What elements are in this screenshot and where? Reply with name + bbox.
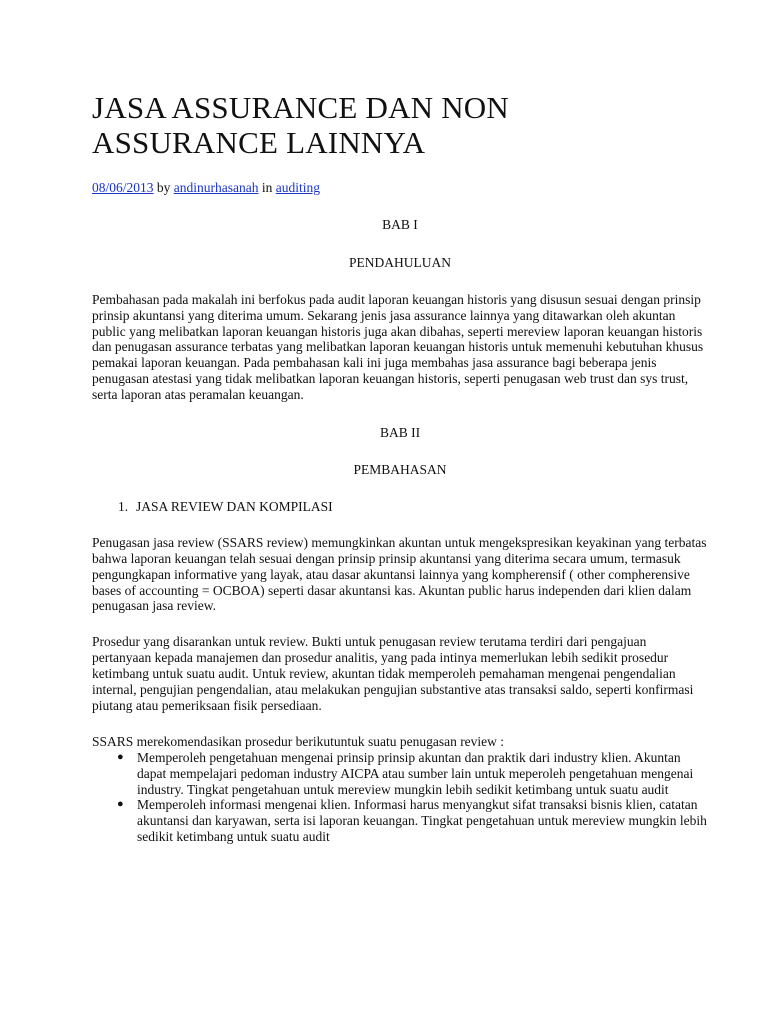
meta-by-text: by (153, 180, 174, 195)
bab2-heading: BAB II (379, 425, 421, 441)
section-1-number: 1. (118, 498, 129, 514)
category-link[interactable]: auditing (275, 180, 320, 195)
meta-in-text: in (258, 180, 276, 195)
document-title (92, 90, 708, 160)
intro-paragraph: Pembahasan pada makalah ini berfokus pada audit laporan keuangan historis yang disusun sesuai dengan prinsip prinsip akuntansi yang diterima umum. Sekarang jenis jasa assurance lainnya yang ditawarkan oleh akuntan public yang melibatkan laporan keuangan historis juga akan dibahas, seperti mereview laporan keuangan historis dan penugasan assurance terbatas yang melibatkan laporan keuangan historis untuk memenuhi kebutuhan khusus pemakai laporan keuangan. Pada pembahasan kali ini juga membahas jasa assurance bagi beberapa jenis penugasan atestasi yang tidak melibatkan laporan keuangan historis, seperti penugasan web trust dan sys trust, serta laporan atas peramalan keuangan. (92, 291, 704, 403)
title-line-2: ASSURANCE LAINNYA (92, 125, 426, 160)
list-item (117, 750, 708, 798)
bab1-subheading: PENDAHULUAN (349, 254, 451, 270)
ssars-paragraph: SSARS merekomendasikan prosedur berikutuntuk suatu penugasan review : (92, 733, 505, 749)
section-1-heading (92, 499, 708, 515)
post-date-link[interactable]: 08/06/2013 (92, 180, 154, 195)
bullet-icon: ● (117, 750, 124, 763)
section-1-label: JASA REVIEW DAN KOMPILASI (136, 498, 333, 514)
bab1-heading: BAB I (382, 216, 418, 232)
bab2-subheading: PEMBAHASAN (353, 461, 447, 477)
list-item-text: Memperoleh informasi mengenai klien. Informasi harus menyangkut sifat transaksi bisnis klien, catatan akuntansi dan karyawan, serta isi laporan keuangan. Tingkat pengetahuan untuk mereview mungkin lebih sedikit ketimbang untuk suatu audit (137, 797, 707, 845)
list-item-text: Memperoleh pengetahuan mengenai prinsip prinsip akuntan dan praktik dari industry klien. Akuntan dapat mempelajari pedoman industry AICPA atau sumber lain untuk meperoleh pengetahuan mengenai industry. Tingkat pengetahuan untuk mereview mungkin lebih sedikit ketimbang untuk suatu audit (137, 749, 694, 797)
title-line-1: JASA ASSURANCE DAN NON (92, 90, 509, 125)
procedure-list (92, 750, 708, 845)
prosedur-paragraph: Prosedur yang disarankan untuk review. Bukti untuk penugasan review terutama terdiri dari pengajuan pertanyaan kepada manajemen dan prosedur analitis, yang pada intinya memerlukan lebih sedikit prosedur ketimbang untuk suatu audit. Untuk review, akuntan tidak memperoleh pemahaman mengenai pengendalian internal, pengujian pengendalian, atau melakukan pengujian substantive atas transaksi saldo, seperti konfirmasi piutang atau pemeriksaan fisik persediaan. (92, 634, 694, 713)
post-meta (92, 180, 708, 196)
author-link[interactable]: andinurhasanah (173, 180, 259, 195)
bullet-icon: ● (117, 798, 124, 811)
review-paragraph: Penugasan jasa review (SSARS review) memungkinkan akuntan untuk mengekspresikan keyakinan yang terbatas bahwa laporan keuangan telah sesuai dengan prinsip prinsip akuntansi yang diterima secara umum, termasuk pengungkapan informative yang layak, atau dasar akuntansi lainnya yang kompherensif ( other compherensive bases of accounting = OCBOA) seperti dasar akuntansi kas. Akuntan public harus independen dari klien dalam penugasan jasa review. (92, 534, 707, 614)
list-item (117, 797, 708, 845)
